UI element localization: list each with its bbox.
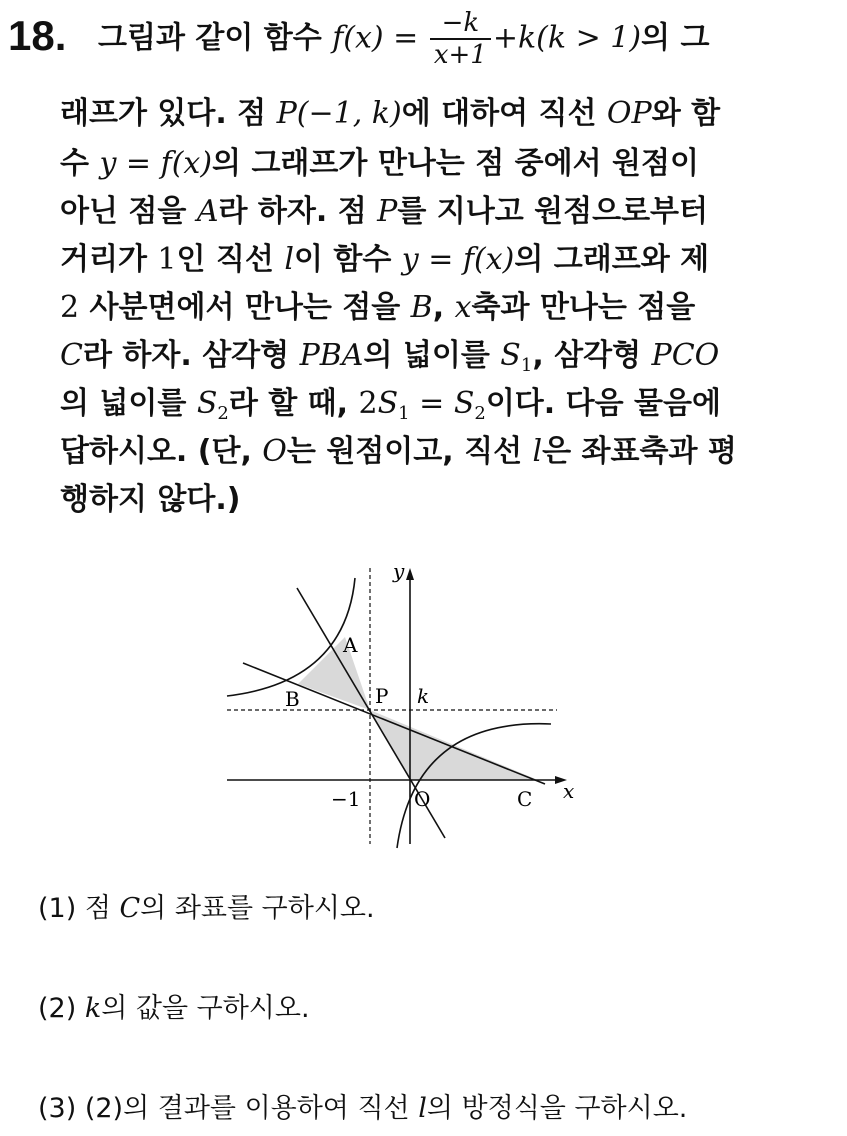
- math-number: 2: [358, 386, 378, 421]
- text-run: 이다. 다음 물음에: [485, 386, 721, 421]
- label-point-p: P: [375, 684, 389, 708]
- text-run: (3) (2)의 결과를 이용하여 직선: [38, 1093, 419, 1124]
- math-number: 1: [157, 242, 177, 277]
- math-expression: S: [377, 386, 399, 421]
- line-l: [243, 663, 545, 784]
- statement-line-3: [60, 146, 699, 182]
- label-y-axis: y: [393, 559, 405, 583]
- math-expression: S: [500, 338, 521, 373]
- question-3: [38, 1086, 687, 1125]
- label-point-c: C: [517, 787, 533, 811]
- y-axis-arrow-icon: [406, 568, 414, 580]
- text-run: 은 좌표축과 평: [542, 434, 737, 469]
- math-expression: PCO: [651, 338, 720, 373]
- text-run: 답하시오. (단,: [60, 434, 263, 469]
- statement-line-2: [60, 96, 720, 132]
- problem-number: 18.: [8, 12, 67, 59]
- text-run: 의 그: [641, 20, 710, 56]
- math-expression: O: [262, 434, 287, 469]
- text-run: 의 좌표를 구하시오.: [140, 893, 375, 924]
- math-expression: B: [410, 290, 433, 325]
- math-expression: x: [454, 290, 472, 325]
- text-run: 의 값을 구하시오.: [101, 993, 310, 1024]
- text-run: 아닌 점을: [60, 194, 197, 229]
- label-origin-o: O: [414, 787, 431, 811]
- text-run: 의 그래프와 제: [514, 242, 710, 277]
- text-run: 축과 만나는 점을: [471, 290, 696, 325]
- text-run: 의 방정식을 구하시오.: [426, 1093, 688, 1124]
- math-expression: P: [377, 194, 398, 229]
- statement-line-1: [98, 8, 709, 70]
- fraction-denominator: x+1: [433, 40, 487, 70]
- statement-line-8: [60, 386, 721, 432]
- statement-line-6: [60, 290, 695, 326]
- text-run: 를 지나고 원점으로부터: [397, 194, 709, 229]
- label-k: k: [417, 684, 430, 708]
- label-minus-one: −1: [331, 787, 361, 811]
- text-run: 의 넓이를: [363, 338, 501, 373]
- fraction: [430, 8, 491, 70]
- math-subscript: 1: [520, 355, 533, 376]
- text-run: 라 할 때,: [228, 386, 359, 421]
- question-2: [38, 986, 310, 1025]
- math-expression: PBA: [299, 338, 364, 373]
- math-expression: l: [532, 434, 543, 469]
- statement-line-10: [60, 482, 240, 518]
- text-run: 에 대하여 직선: [401, 96, 607, 131]
- math-expression: P(−1, k): [276, 96, 402, 131]
- label-x-axis: x: [563, 779, 575, 803]
- text-run: (2): [38, 993, 85, 1024]
- text-run: 거리가: [60, 242, 158, 277]
- math-expression: C: [60, 338, 83, 373]
- statement-line-9: [60, 434, 737, 470]
- text-run: (1) 점: [38, 893, 120, 924]
- text-run: 라 하자. 삼각형: [82, 338, 300, 373]
- text-run: 사분면에서 만나는 점을: [79, 290, 411, 325]
- text-run: 의 넓이를: [60, 386, 197, 421]
- question-1: [38, 886, 375, 925]
- statement-line-7: [60, 338, 719, 384]
- text-run: 래프가 있다. 점: [60, 96, 277, 131]
- text-run: , 삼각형: [532, 338, 652, 373]
- math-subscript: 1: [398, 403, 410, 424]
- text-run: 이 함수: [293, 242, 402, 277]
- text-run: 수: [60, 146, 100, 181]
- fraction-numerator: −k: [430, 8, 491, 40]
- math-subscript: 2: [217, 403, 229, 424]
- math-expression: = S: [409, 386, 475, 421]
- text-run: 그림과 같이 함수: [98, 20, 333, 56]
- math-expression: f(x) =: [332, 20, 428, 56]
- statement-line-4: [60, 194, 708, 230]
- math-expression: C: [119, 893, 141, 924]
- graph-figure: [205, 548, 585, 858]
- text-run: 와 함: [651, 96, 721, 131]
- math-expression: A: [196, 194, 219, 229]
- math-expression: l: [418, 1093, 427, 1124]
- math-expression: y = f(x): [401, 242, 515, 277]
- statement-line-5: [60, 242, 709, 278]
- math-expression: y = f(x): [99, 146, 213, 181]
- label-point-b: B: [285, 687, 300, 711]
- math-number: 2: [60, 290, 80, 325]
- math-subscript: 2: [474, 403, 486, 424]
- math-expression: +k(k > 1): [492, 20, 642, 56]
- text-run: 라 하자. 점: [218, 194, 378, 229]
- math-expression: OP: [606, 96, 652, 131]
- text-run: 인 직선: [176, 242, 285, 277]
- math-expression: k: [84, 993, 102, 1024]
- text-run: ,: [432, 290, 455, 325]
- text-run: 의 그래프가 만나는 점 중에서 원점이: [212, 146, 699, 181]
- math-expression: l: [284, 242, 294, 277]
- math-expression: S: [196, 386, 218, 421]
- label-point-a: A: [343, 633, 358, 657]
- text-run: 는 원점이고, 직선: [286, 434, 533, 469]
- text-run: 행하지 않다.): [60, 482, 241, 517]
